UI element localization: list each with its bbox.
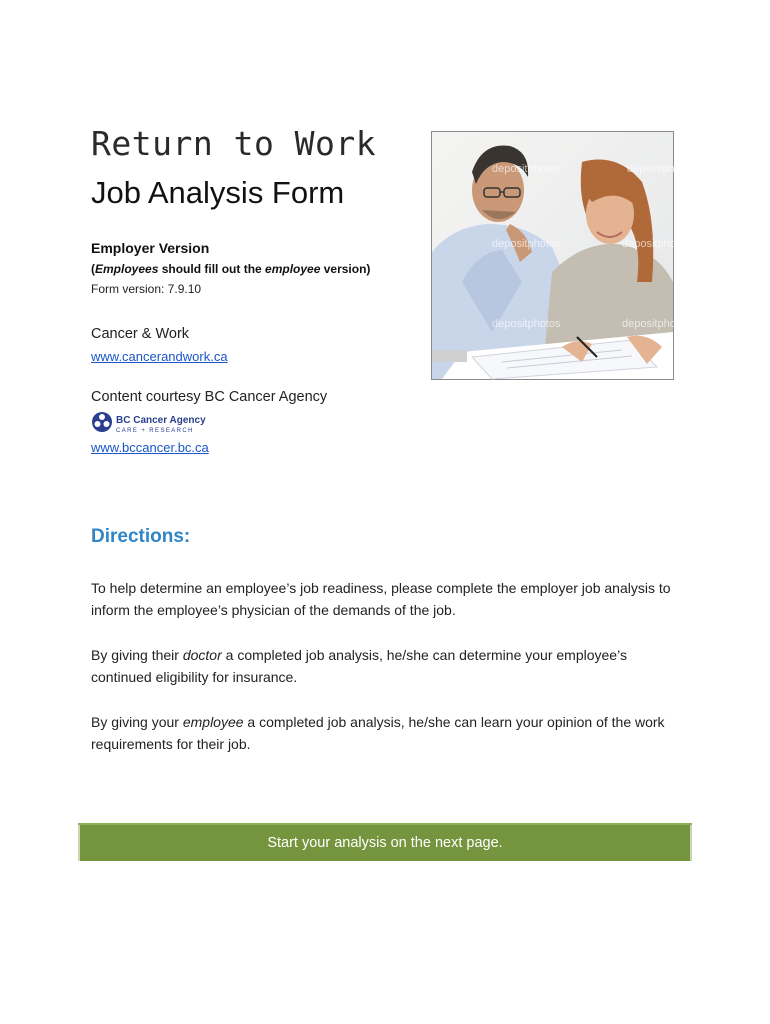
directions-paragraph-1: To help determine an employee’s job readiness, please complete the employer job analysis to inform the employee’s physician of the demands of the job. xyxy=(91,580,671,618)
bccancer-link[interactable]: www.bccancer.bc.ca xyxy=(91,440,209,455)
banner-left-edge xyxy=(78,825,80,861)
directions-paragraph-2 xyxy=(91,644,691,688)
stock-photo-couple-reviewing-documents xyxy=(431,131,696,380)
bc-cancer-agency-logo xyxy=(91,411,221,437)
p2-before: By giving their xyxy=(91,647,183,663)
watermark-1: depositphotos xyxy=(492,163,561,175)
banner-right-edge xyxy=(690,825,692,861)
watermark-5: depositphotos xyxy=(492,318,561,330)
note-employee: employee xyxy=(265,262,321,276)
directions-paragraph-3 xyxy=(91,711,691,755)
p3-after: a completed job analysis, he/she can learn your opinion of the work requirements for their job. xyxy=(91,714,665,752)
directions-heading: Directions: xyxy=(91,526,191,547)
start-analysis-banner xyxy=(78,823,692,861)
note-mid: should fill out the xyxy=(158,262,266,276)
watermark-6: depositphotos xyxy=(622,318,691,330)
cancerandwork-link[interactable]: www.cancerandwork.ca xyxy=(91,349,228,364)
note-employees: Employees xyxy=(95,262,159,276)
watermark-4: depositphotos xyxy=(622,238,691,250)
title-return-to-work: Return to Work xyxy=(91,124,377,163)
note-open: ( xyxy=(91,262,95,276)
p2-after: a completed job analysis, he/she can determine your employee’s continued eligibility for insurance. xyxy=(91,647,627,685)
p3-before: By giving your xyxy=(91,714,183,730)
bc-cancer-logo-icon xyxy=(91,411,113,433)
title-job-analysis-form: Job Analysis Form xyxy=(91,175,345,210)
employees-note xyxy=(91,262,370,276)
photo-illustration xyxy=(432,132,696,379)
employer-version-label: Employer Version xyxy=(91,240,210,256)
banner-text: Start your analysis on the next page. xyxy=(267,835,503,851)
p2-italic-doctor: doctor xyxy=(182,647,222,663)
org-name: Cancer & Work xyxy=(91,326,190,342)
p3-italic-employee: employee xyxy=(182,714,244,730)
watermark-2: depositphotos xyxy=(627,163,696,175)
logo-subtitle: CARE + RESEARCH xyxy=(116,428,194,434)
logo-name: BC Cancer Agency xyxy=(116,415,206,426)
form-version: Form version: 7.9.10 xyxy=(91,282,202,296)
note-close: version) xyxy=(320,262,371,276)
content-courtesy: Content courtesy BC Cancer Agency xyxy=(91,389,328,405)
watermark-3: depositphotos xyxy=(492,238,561,250)
